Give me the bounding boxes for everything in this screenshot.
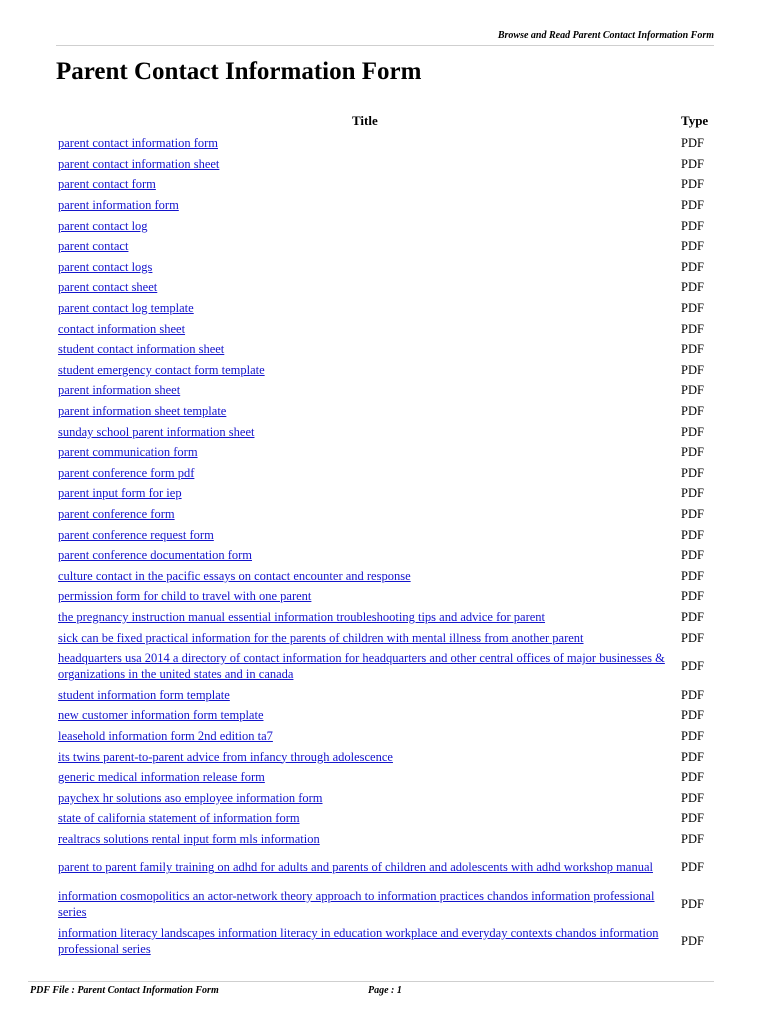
document-list <box>58 133 718 959</box>
table-row <box>58 380 718 401</box>
table-row <box>58 746 718 767</box>
document-title-link[interactable]: parent contact sheet <box>58 280 158 295</box>
document-title-link[interactable]: parent communication form <box>58 445 198 460</box>
table-row <box>58 886 718 923</box>
footer-file-label: PDF File : Parent Contact Information Form <box>30 985 219 996</box>
document-title-link[interactable]: parent contact information form <box>58 136 219 151</box>
document-type: PDF <box>681 239 704 254</box>
document-type: PDF <box>681 708 704 723</box>
table-row <box>58 483 718 504</box>
table-row <box>58 215 718 236</box>
document-type: PDF <box>681 259 704 274</box>
document-type: PDF <box>681 728 704 743</box>
document-title-link[interactable]: parent contact information sheet <box>58 156 220 171</box>
document-type: PDF <box>681 136 704 151</box>
document-title-link[interactable]: parent conference form <box>58 506 175 521</box>
table-row <box>58 922 718 959</box>
document-title-link[interactable]: parent information form <box>58 198 179 213</box>
table-row <box>58 565 718 586</box>
document-title-link[interactable]: generic medical information release form <box>58 770 265 785</box>
table-row <box>58 648 718 685</box>
table-row <box>58 277 718 298</box>
document-type: PDF <box>681 831 704 846</box>
document-title-link[interactable]: culture contact in the pacific essays on contact encounter and response <box>58 568 411 583</box>
document-type: PDF <box>681 321 704 336</box>
document-title-link[interactable]: parent conference documentation form <box>58 548 253 563</box>
document-type: PDF <box>681 156 704 171</box>
table-row <box>58 524 718 545</box>
footer-divider <box>28 981 714 982</box>
document-title-link[interactable]: information cosmopolitics an actor-network theory approach to information practices chandos information professional series <box>58 889 655 920</box>
document-title-link[interactable]: parent contact log <box>58 218 148 233</box>
document-type: PDF <box>681 486 704 501</box>
table-row <box>58 586 718 607</box>
document-type: PDF <box>681 811 704 826</box>
document-type: PDF <box>681 630 704 645</box>
table-row <box>58 195 718 216</box>
document-title-link[interactable]: parent input form for iep <box>58 486 182 501</box>
document-title-link[interactable]: parent contact <box>58 239 129 254</box>
document-title-link[interactable]: state of california statement of information form <box>58 811 300 826</box>
table-row <box>58 705 718 726</box>
table-row <box>58 236 718 257</box>
document-title-link[interactable]: parent contact log template <box>58 301 194 316</box>
document-title-link[interactable]: the pregnancy instruction manual essential information troubleshooting tips and advice for parent <box>58 609 546 624</box>
document-type: PDF <box>681 506 704 521</box>
table-row <box>58 298 718 319</box>
header-text: Browse and Read Parent Contact Information Form <box>497 30 714 41</box>
document-title-link[interactable]: new customer information form template <box>58 708 264 723</box>
header-divider <box>56 45 714 46</box>
table-row <box>58 339 718 360</box>
document-title-link[interactable]: sunday school parent information sheet <box>58 424 255 439</box>
document-title-link[interactable]: sick can be fixed practical information for the parents of children with mental illness from another parent <box>58 630 584 645</box>
table-row <box>58 684 718 705</box>
footer-page-number: Page : 1 <box>368 985 402 996</box>
document-title-link[interactable]: parent conference request form <box>58 527 214 542</box>
table-row <box>58 360 718 381</box>
table-row <box>58 829 718 850</box>
column-header-type: Type <box>681 113 709 128</box>
document-type: PDF <box>681 687 704 702</box>
document-type: PDF <box>681 445 704 460</box>
table-row <box>58 787 718 808</box>
document-type: PDF <box>681 198 704 213</box>
table-row <box>58 504 718 525</box>
document-title-link[interactable]: student contact information sheet <box>58 342 225 357</box>
document-title-link[interactable]: headquarters usa 2014 a directory of contact information for headquarters and other central offices of major businesses & organizations in the united states and in canada <box>58 651 665 682</box>
table-row <box>58 421 718 442</box>
document-type: PDF <box>681 770 704 785</box>
table-row <box>58 726 718 747</box>
document-title-link[interactable]: parent contact logs <box>58 259 153 274</box>
document-type: PDF <box>681 342 704 357</box>
document-type: PDF <box>681 280 704 295</box>
document-type: PDF <box>681 609 704 624</box>
table-row <box>58 627 718 648</box>
document-type: PDF <box>681 465 704 480</box>
table-row <box>58 154 718 175</box>
table-row <box>58 318 718 339</box>
table-row <box>58 808 718 829</box>
table-row <box>58 545 718 566</box>
document-type: PDF <box>681 897 704 912</box>
document-title-link[interactable]: contact information sheet <box>58 321 186 336</box>
document-title-link[interactable]: information literacy landscapes information literacy in education workplace and everyday contexts chandos information professional series <box>58 925 659 956</box>
document-type: PDF <box>681 404 704 419</box>
table-row <box>58 174 718 195</box>
document-title-link[interactable]: parent information sheet <box>58 383 181 398</box>
page-title: Parent Contact Information Form <box>56 58 422 85</box>
document-title-link[interactable]: parent information sheet template <box>58 404 227 419</box>
document-title-link[interactable]: parent conference form pdf <box>58 465 195 480</box>
table-row <box>58 463 718 484</box>
document-type: PDF <box>681 424 704 439</box>
document-title-link[interactable]: paychex hr solutions aso employee information form <box>58 790 323 805</box>
document-type: PDF <box>681 177 704 192</box>
table-row <box>58 607 718 628</box>
document-type: PDF <box>681 383 704 398</box>
document-type: PDF <box>681 362 704 377</box>
document-type: PDF <box>681 790 704 805</box>
document-type: PDF <box>681 218 704 233</box>
document-type: PDF <box>681 568 704 583</box>
document-type: PDF <box>681 933 704 948</box>
table-row <box>58 401 718 422</box>
document-type: PDF <box>681 589 704 604</box>
document-title-link[interactable]: permission form for child to travel with one parent <box>58 589 312 604</box>
table-row <box>58 257 718 278</box>
table-row <box>58 767 718 788</box>
document-title-link[interactable]: parent to parent family training on adhd for adults and parents of children and adolescents with adhd workshop manual <box>58 860 653 875</box>
document-type: PDF <box>681 548 704 563</box>
document-title-link[interactable]: parent contact form <box>58 177 156 192</box>
document-title-link[interactable]: student emergency contact form template <box>58 362 265 377</box>
document-title-link[interactable]: leasehold information form 2nd edition ta7 <box>58 728 273 743</box>
table-row <box>58 133 718 154</box>
table-row <box>58 442 718 463</box>
column-header-title: Title <box>352 113 378 128</box>
document-title-link[interactable]: its twins parent-to-parent advice from infancy through adolescence <box>58 749 393 764</box>
document-title-link[interactable]: realtracs solutions rental input form mls information <box>58 831 320 846</box>
document-type: PDF <box>681 659 704 674</box>
table-row <box>58 849 718 886</box>
document-title-link[interactable]: student information form template <box>58 687 230 702</box>
document-type: PDF <box>681 749 704 764</box>
document-type: PDF <box>681 860 704 875</box>
document-type: PDF <box>681 301 704 316</box>
document-type: PDF <box>681 527 704 542</box>
